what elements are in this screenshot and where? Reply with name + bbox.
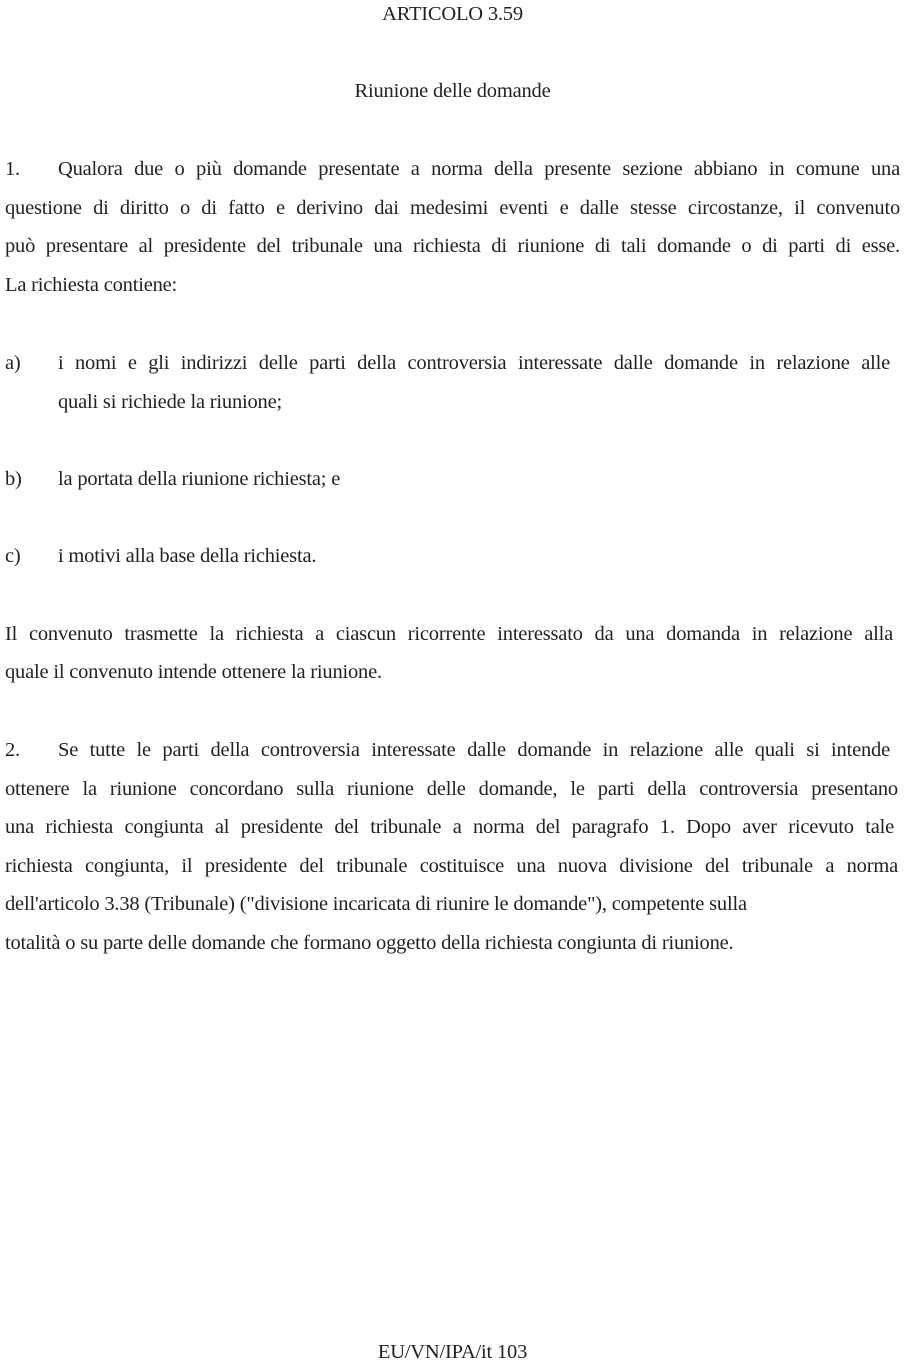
page-footer-reference: EU/VN/IPA/it 103 <box>377 1341 528 1363</box>
list-item-line: quali si richiede la riunione; <box>58 391 282 413</box>
list-item-label: c) <box>5 545 21 567</box>
paragraph-line: dell'articolo 3.38 (Tribunale) ("divisione incaricata di riunire le domande"), competente sulla <box>5 893 747 915</box>
paragraph-line: Se tutte le parti della controversia interessate dalle domande in relazione alle quali si intende <box>58 739 890 761</box>
list-item-label: a) <box>5 352 21 374</box>
paragraph-line: La richiesta contiene: <box>5 274 178 296</box>
paragraph-line: Il convenuto trasmette la richiesta a ciascun ricorrente interessato da una domanda in relazione alla <box>5 623 893 645</box>
article-heading: ARTICOLO 3.59 <box>382 3 523 25</box>
list-item-line: i motivi alla base della richiesta. <box>58 545 317 567</box>
paragraph-line: quale il convenuto intende ottenere la riunione. <box>5 661 382 683</box>
paragraph-line: ottenere la riunione concordano sulla riunione delle domande, le parti della controversia presentano <box>5 778 898 800</box>
paragraph-number: 2. <box>5 739 20 761</box>
paragraph-line: richiesta congiunta, il presidente del tribunale costituisce una nuova divisione del tribunale a norma <box>5 855 898 877</box>
paragraph-line: Qualora due o più domande presentate a norma della presente sezione abbiano in comune una <box>58 158 900 180</box>
article-title: Riunione delle domande <box>354 80 551 102</box>
paragraph-line: può presentare al presidente del tribunale una richiesta di riunione di tali domande o di parti di esse. <box>5 235 900 257</box>
paragraph-number: 1. <box>5 158 20 180</box>
list-item-label: b) <box>5 468 22 490</box>
paragraph-line: totalità o su parte delle domande che formano oggetto della richiesta congiunta di riunione. <box>5 932 734 954</box>
list-item-line: i nomi e gli indirizzi delle parti della controversia interessate dalle domande in relazione alle <box>58 352 890 374</box>
paragraph-line: una richiesta congiunta al presidente del tribunale a norma del paragrafo 1. Dopo aver ricevuto tale <box>5 816 894 838</box>
list-item-line: la portata della riunione richiesta; e <box>58 468 341 490</box>
paragraph-line: questione di diritto o di fatto e derivino dai medesimi eventi e dalle stesse circostanze, il convenuto <box>5 197 900 219</box>
